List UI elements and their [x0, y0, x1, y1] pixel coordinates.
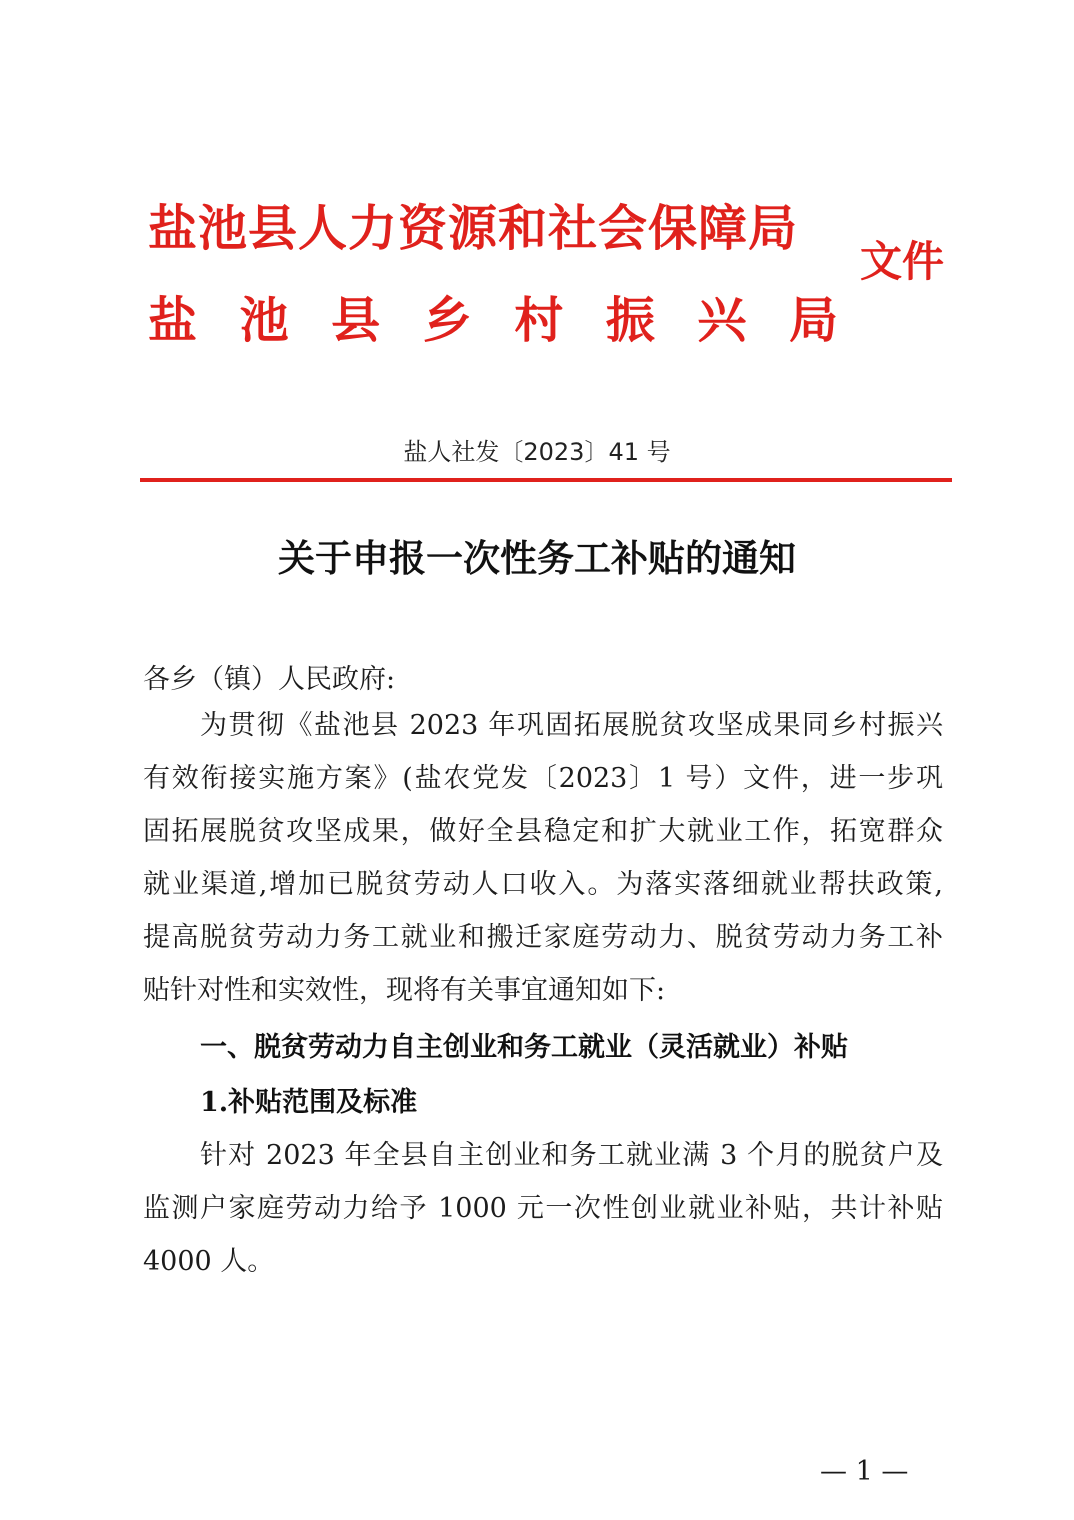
issuer-name-rural-revitalization-bureau: [148, 288, 838, 352]
issuer-char: 乡: [422, 291, 472, 349]
paragraph-line: 就业渠道,增加已脱贫劳动人口收入。为落实落细就业帮扶政策,: [143, 869, 943, 900]
paragraph-line: 监测户家庭劳动力给予 1000 元一次性创业就业补贴，共计补贴: [143, 1193, 943, 1224]
issuer-char: 局: [788, 291, 838, 349]
document-number: 盐人社发〔2023〕41 号: [403, 438, 671, 466]
salutation: 各乡（镇）人民政府:: [143, 664, 396, 695]
red-divider: [140, 478, 952, 482]
paragraph-line: 提高脱贫劳动力务工就业和搬迁家庭劳动力、脱贫劳动力务工补: [143, 922, 943, 953]
paragraph-line: 贴针对性和实效性，现将有关事宜通知如下:: [143, 975, 666, 1006]
issuer-name-hr-bureau: 盐池县人力资源和社会保障局: [148, 199, 799, 257]
subsection-heading: 1.补贴范围及标准: [200, 1087, 418, 1118]
issuer-char: 振: [605, 291, 655, 349]
issuer-char: 兴: [697, 291, 747, 349]
notice-title: 关于申报一次性务工补贴的通知: [278, 536, 796, 580]
paragraph-line: 4000 人。: [143, 1246, 275, 1277]
issuer-char: 盐: [148, 291, 198, 349]
issuer-char: 池: [239, 291, 289, 349]
paragraph-line: 固拓展脱贫攻坚成果，做好全县稳定和扩大就业工作，拓宽群众: [143, 816, 943, 847]
paragraph-line: 为贯彻《盐池县 2023 年巩固拓展脱贫攻坚成果同乡村振兴: [200, 710, 943, 741]
issuer-char: 县: [331, 291, 381, 349]
page-number: — 1 —: [820, 1456, 909, 1487]
paragraph-line: 有效衔接实施方案》(盐农党发〔2023〕1 号）文件，进一步巩: [143, 763, 943, 794]
issuer-char: 村: [514, 291, 564, 349]
paragraph-line: 针对 2023 年全县自主创业和务工就业满 3 个月的脱贫户及: [200, 1140, 943, 1171]
section-heading: 一、脱贫劳动力自主创业和务工就业（灵活就业）补贴: [200, 1032, 848, 1063]
document-label: 文件: [860, 237, 945, 286]
